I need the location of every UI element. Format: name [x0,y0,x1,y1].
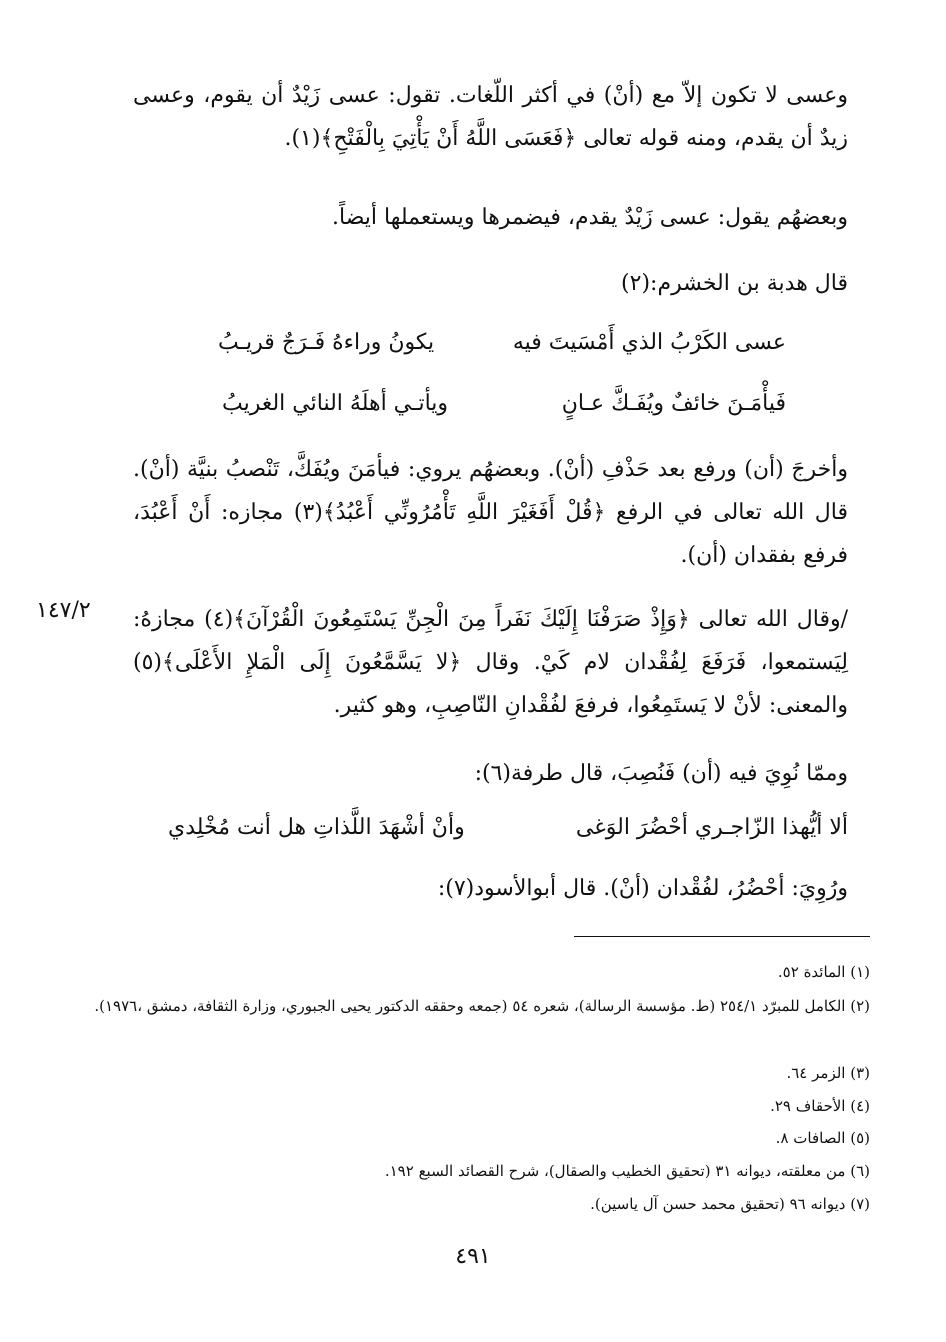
closing-line: ورُوِيَ: أحْضُرُ، لفُقْدان (أنْ). قال أبوالأسود(٧): [437,876,848,901]
margin-reference: ١٤٧/٢ [36,598,91,623]
verse-3-second-hemistich: وأنْ أشْهَدَ اللَّذاتِ هل أنت مُخْلِدي [168,815,465,840]
footnote-6: (٦) من معلقته، ديوانه ٣١ (تحقيق الخطيب والصقال)، شرح القصائد السبع ١٩٢. [384,1162,870,1180]
verse-1-first-hemistich: عسى الكَرْبُ الذي أَمْسَيتَ فيه [512,330,786,355]
footnote-separator [574,936,870,937]
paragraph-2: وبعضهُم يقول: عسى زَيْدٌ يقدم، فيضمرها ويستعملها أيضاً. [332,205,848,230]
page-number: ٤٩١ [455,1244,491,1269]
footnote-7: (٧) ديوانه ٩٦ (تحقيق محمد حسن آل ياسين). [590,1195,870,1213]
verse-2-first-hemistich: فَيأْمَـنَ خائفٌ ويُفَـكَّ عـانٍ [561,391,786,416]
footnote-2: (٢) الكامل للمبرّد ٢٥٤/١ (ط. مؤسسة الرسالة)، شعره ٥٤ (جمعه وحققه الدكتور يحيى الجبوري، وزارة الثقافة، دمشق ،١٩٧٦). [94,997,870,1015]
paragraph-1: وعسى لا تكون إلاّ مع (أنْ) في أكثر اللّغات. تقول: عسى زَيْدٌ أن يقوم، وعسى زيدٌ أن يقدم، ومنه قوله تعالى ﴿فَعَسَى اللَّهُ أَنْ يَأْتِيَ بِالْفَتْحِ﴾(١). [133,83,848,151]
verse-3-first-hemistich: ألا أيُّهذا الزّاجـري أحْضُرَ الوَغى [575,815,848,840]
verse-2-second-hemistich: ويأتـي أهلَهُ النائي الغريبُ [222,391,449,416]
paragraph-3: قال هدبة بن الخشرم:(٢) [621,271,848,296]
paragraph-4: وأخرجَ (أن) ورفع بعد حَذْفِ (أنْ). وبعضهُم يروي: فيأمَنَ ويُفَكَّ، تَنْصبُ بنيَّة (أنْ). قال الله تعالى في الرفع ﴿قُلْ أَفَغَيْرَ اللَّهِ تَأْمُرُونِّي أَعْبُدُ﴾(٣) مجازه: أَنْ أَعْبُدَ، فرفع بفقدان (أن). [133,457,849,568]
footnote-5: (٥) الصافات ٨. [775,1129,870,1147]
paragraph-5: /وقال الله تعالى ﴿وَإِذْ صَرَفْنَا إِلَيْكَ نَفَراً مِنَ الْجِنِّ يَسْتَمِعُونَ الْقُرْآنَ﴾(٤) مجازهُ: لِيَستمعوا، فَرَفَعَ لِفُقْدان لام كَيْ. وقال ﴿لا يَسَّمَّعُونَ إِلَى الْمَلإِ الأَعْلَى﴾(٥) والمعنى: لأنْ لا يَستَمِعُوا، فرفعَ لفُقْدانِ النّاصِبِ، وهو كثير. [133,607,849,718]
verse-1-second-hemistich: يكونُ وراءهُ فَـرَجٌ قريـبُ [218,330,435,355]
paragraph-6: وممّا نُوِيَ فيه (أن) فَنُصِبَ، قال طرفة(٦): [474,761,848,786]
footnote-3: (٣) الزمر ٦٤. [786,1064,870,1082]
footnote-4: (٤) الأحقاف ٢٩. [770,1097,870,1115]
footnote-1: (١) المائدة ٥٢. [777,963,870,981]
